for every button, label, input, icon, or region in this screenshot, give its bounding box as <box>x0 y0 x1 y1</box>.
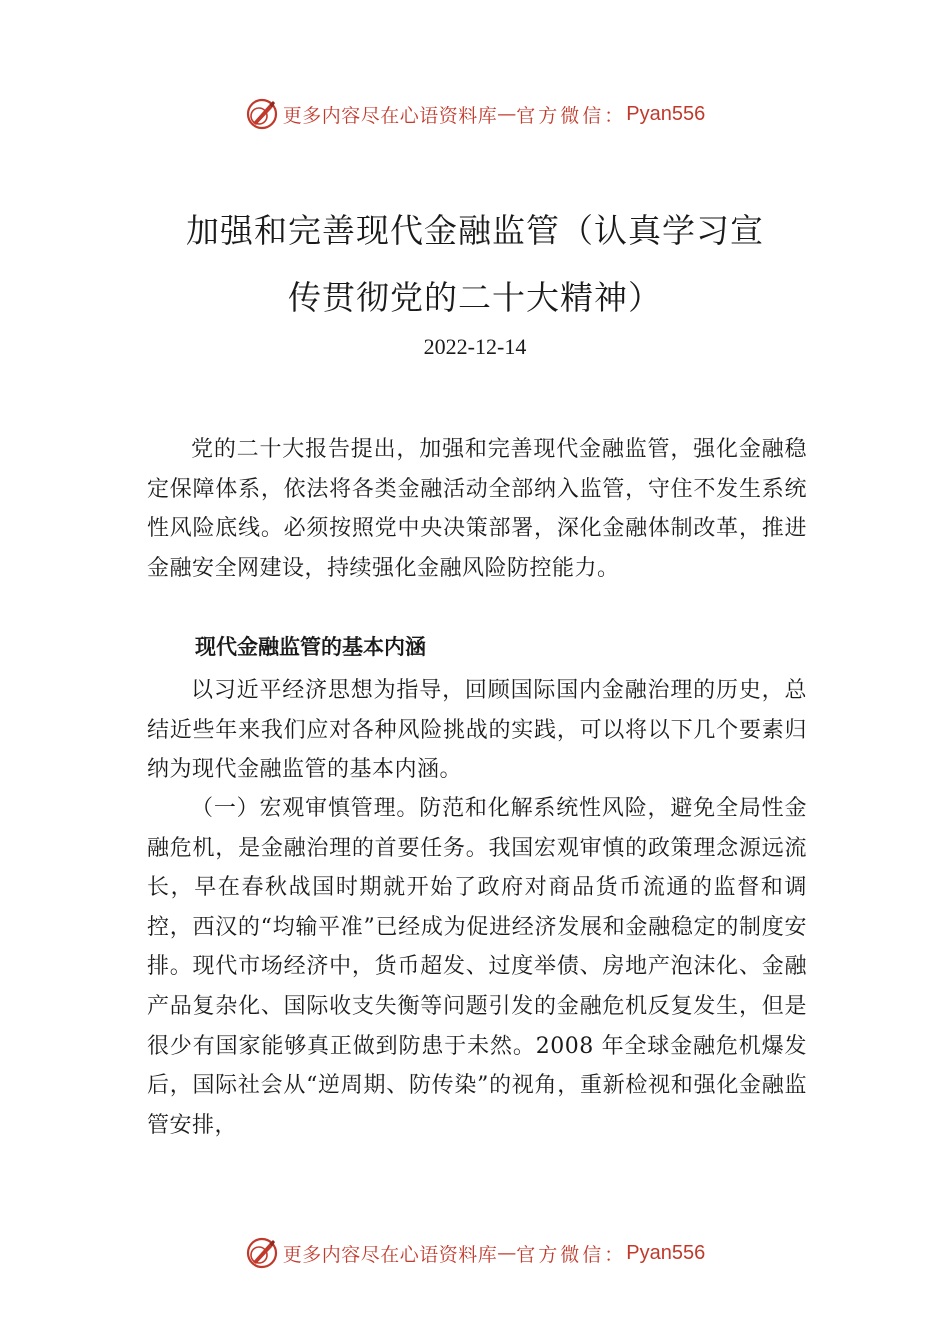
pen-circle-logo-icon <box>245 97 279 131</box>
pen-circle-logo-icon <box>245 1236 279 1270</box>
watermark-separator: — <box>497 103 517 125</box>
document-title-line-1: 加强和完善现代金融监管（认真学习宣 <box>186 211 764 250</box>
watermark-account: Pyan556 <box>626 1241 706 1264</box>
watermark-account: Pyan556 <box>626 102 706 125</box>
watermark-text: 更多内容尽在心语资料库 <box>282 104 498 127</box>
watermark-separator: — <box>497 1242 517 1264</box>
document-title-line-2: 传贯彻党的二十大精神） <box>288 278 662 317</box>
paragraph-basic-connotation: 以习近平经济思想为指导，回顾国际国内金融治理的历史，总结近些年来我们应对各种风险挑战的实践，可以将以下几个要素归纳为现代金融监管的基本内涵。 <box>147 678 807 783</box>
document-date: 2022-12-14 <box>423 334 527 359</box>
header-watermark <box>0 96 950 132</box>
section-heading: 现代金融监管的基本内涵 <box>195 635 426 659</box>
paragraph-macroprudential: （一）宏观审慎管理。防范和化解系统性风险，避免全局性金融危机，是金融治理的首要任务。我国宏观审慎的政策理念源远流长，早在春秋战国时期就开始了政府对商品货币流通的监督和调控，西汉的“均输平准”已经成为促进经济发展和金融稳定的制度安排。现代市场经济中，货币超发、过度举债、房地产泡沫化、金融产品复杂化、国际收支失衡等问题引发的金融危机反复发生，但是很少有国家能够真正做到防患于未然。2008 年全球金融危机爆发后，国际社会从“逆周期、防传染”的视角，重新检视和强化金融监管安排， <box>147 796 807 1138</box>
footer-watermark <box>0 1235 950 1271</box>
watermark-text: 更多内容尽在心语资料库 <box>282 1243 498 1266</box>
watermark-official-label: 官方微信： <box>516 1243 627 1266</box>
paragraph-intro: 党的二十大报告提出，加强和完善现代金融监管，强化金融稳定保障体系，依法将各类金融活动全部纳入监管，守住不发生系统性风险底线。必须按照党中央决策部署，深化金融体制改革，推进金融安全网建设，持续强化金融风险防控能力。 <box>147 437 807 581</box>
watermark-official-label: 官方微信： <box>516 104 627 127</box>
